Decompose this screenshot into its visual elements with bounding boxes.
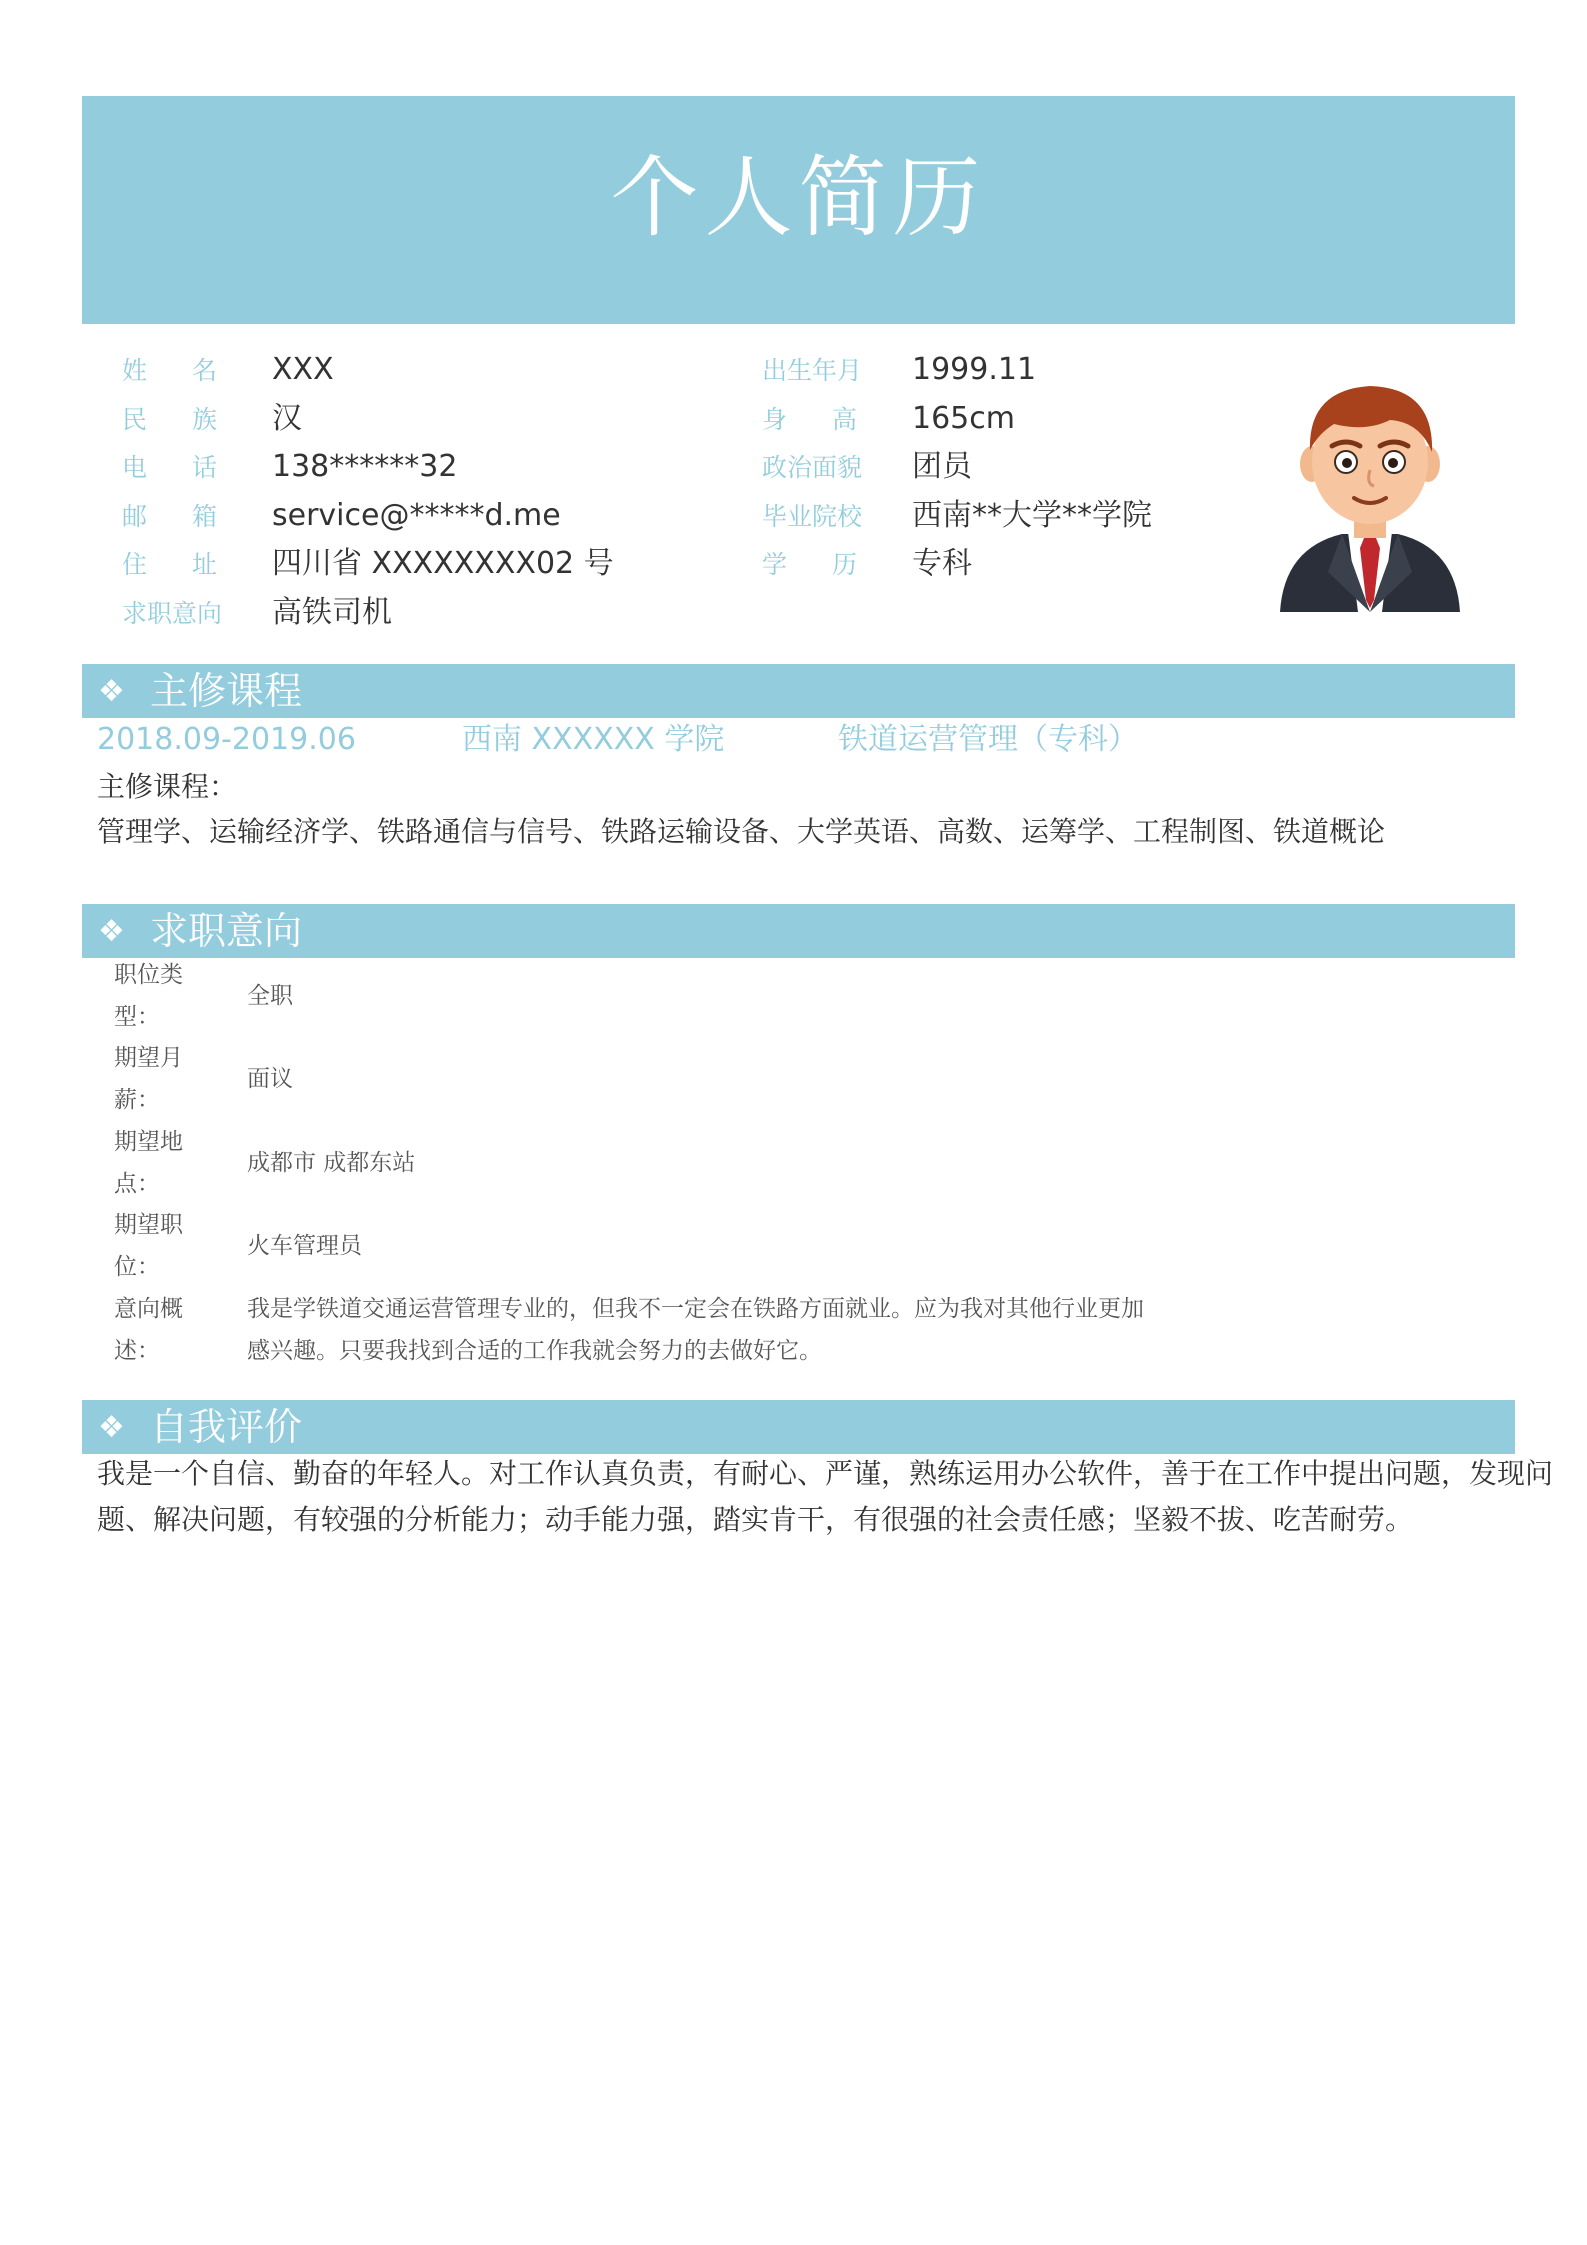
section-header-courses xyxy=(82,664,1515,718)
section-header-intent xyxy=(82,904,1515,958)
label-char: 住 xyxy=(122,550,148,579)
label-char: 名 xyxy=(191,356,217,385)
profile-field-value: 1999.11 xyxy=(912,352,1037,387)
education-school: 西南 XXXXXX 学院 xyxy=(462,722,725,757)
courses-list: 管理学、运输经济学、铁路通信与信号、铁路运输设备、大学英语、高数、运筹学、工程制图、铁道概论 xyxy=(97,815,1386,848)
intent-value-line: 面议 xyxy=(247,1066,293,1092)
businessman-avatar-icon xyxy=(1270,372,1470,612)
profile-field-label: 毕业院校 xyxy=(762,501,863,531)
intent-label-line: 点： xyxy=(114,1171,160,1197)
page-title: 个人简历 xyxy=(610,146,987,249)
diamond-bullet-icon: ❖ xyxy=(98,1409,125,1445)
intent-label xyxy=(114,1204,204,1288)
profile-field-value: 西南**大学**学院 xyxy=(912,497,1152,533)
profile-field-value: 四川省 XXXXXXXX02 号 xyxy=(272,546,614,581)
label-char: 身 xyxy=(762,404,788,434)
header-banner xyxy=(82,96,1515,324)
label-char: 学 xyxy=(762,550,788,579)
courses-label: 主修课程： xyxy=(97,770,238,803)
intent-label-line: 期望地 xyxy=(114,1129,183,1155)
label-char: 历 xyxy=(831,550,857,579)
self-evaluation-line-2: 题、解决问题，有较强的分析能力；动手能力强，踏实肯干，有很强的社会责任感；坚毅不拔、吃苦耐劳。 xyxy=(97,1503,1414,1536)
intent-label-line: 期望职 xyxy=(114,1212,183,1238)
intent-label-line: 薪： xyxy=(114,1087,160,1113)
label-char: 姓 xyxy=(122,356,148,385)
self-evaluation-line-1: 我是一个自信、勤奋的年轻人。对工作认真负责，有耐心、严谨，熟练运用办公软件，善于在工作中提出问题，发现问 xyxy=(97,1457,1554,1490)
profile-field-label xyxy=(762,552,857,577)
intent-label-line: 意向概 xyxy=(114,1296,183,1322)
intent-value xyxy=(247,1225,362,1267)
intent-value-line: 全职 xyxy=(247,983,293,1009)
profile-field-value: 165cm xyxy=(912,400,1015,436)
diamond-bullet-icon: ❖ xyxy=(98,673,125,709)
profile-field-label xyxy=(122,358,217,383)
profile-field-label xyxy=(122,552,217,577)
label-char: 邮 xyxy=(122,501,148,531)
intent-value-line: 火车管理员 xyxy=(247,1233,362,1259)
intent-value-line: 感兴趣。只要我找到合适的工作我就会努力的去做好它。 xyxy=(247,1338,822,1364)
intent-value xyxy=(247,1288,1144,1372)
education-major: 铁道运营管理（专科） xyxy=(838,722,1138,757)
profile-field-label: 政治面貌 xyxy=(762,453,863,482)
section-title: 主修课程 xyxy=(150,669,303,713)
intent-value xyxy=(247,975,293,1017)
profile-field-label: 出生年月 xyxy=(762,356,863,385)
intent-label-line: 期望月 xyxy=(114,1045,183,1071)
section-title: 求职意向 xyxy=(150,909,303,953)
intent-label xyxy=(114,1121,204,1205)
intent-label-line: 型： xyxy=(114,1004,160,1030)
label-char: 电 xyxy=(122,453,148,482)
profile-field-value: 团员 xyxy=(912,449,972,484)
label-char: 民 xyxy=(122,404,148,434)
profile-field-label: 求职意向 xyxy=(122,598,223,628)
intent-label-line: 位： xyxy=(114,1254,160,1280)
avatar xyxy=(1270,372,1470,612)
intent-value xyxy=(247,1142,415,1184)
intent-label xyxy=(114,954,204,1038)
label-char: 址 xyxy=(191,550,217,579)
intent-value-line: 成都市 成都东站 xyxy=(247,1150,416,1176)
profile-field-label xyxy=(122,501,217,531)
profile-field-label xyxy=(122,404,217,434)
education-period: 2018.09-2019.06 xyxy=(97,722,356,757)
profile-field-value: 138******32 xyxy=(272,449,458,484)
profile-field-value: 专科 xyxy=(912,546,972,581)
label-char: 话 xyxy=(191,453,217,482)
intent-label xyxy=(114,1288,204,1372)
intent-label-line: 职位类 xyxy=(114,962,183,988)
profile-field-value: 汉 xyxy=(272,400,302,436)
label-char: 箱 xyxy=(191,501,217,531)
profile-field-value: XXX xyxy=(272,352,334,387)
intent-value xyxy=(247,1058,293,1100)
profile-field-label xyxy=(122,455,217,480)
section-title: 自我评价 xyxy=(150,1405,303,1449)
profile-field-label xyxy=(762,404,857,434)
profile-field-value: service@*****d.me xyxy=(272,497,561,533)
label-char: 族 xyxy=(191,404,217,434)
intent-label xyxy=(114,1037,204,1121)
diamond-bullet-icon: ❖ xyxy=(98,913,125,949)
profile-field-value: 高铁司机 xyxy=(272,594,392,630)
label-char: 高 xyxy=(831,404,857,434)
section-header-self-evaluation xyxy=(82,1400,1515,1454)
intent-label-line: 述： xyxy=(114,1338,160,1364)
intent-value-line: 我是学铁道交通运营管理专业的，但我不一定会在铁路方面就业。应为我对其他行业更加 xyxy=(247,1296,1144,1322)
